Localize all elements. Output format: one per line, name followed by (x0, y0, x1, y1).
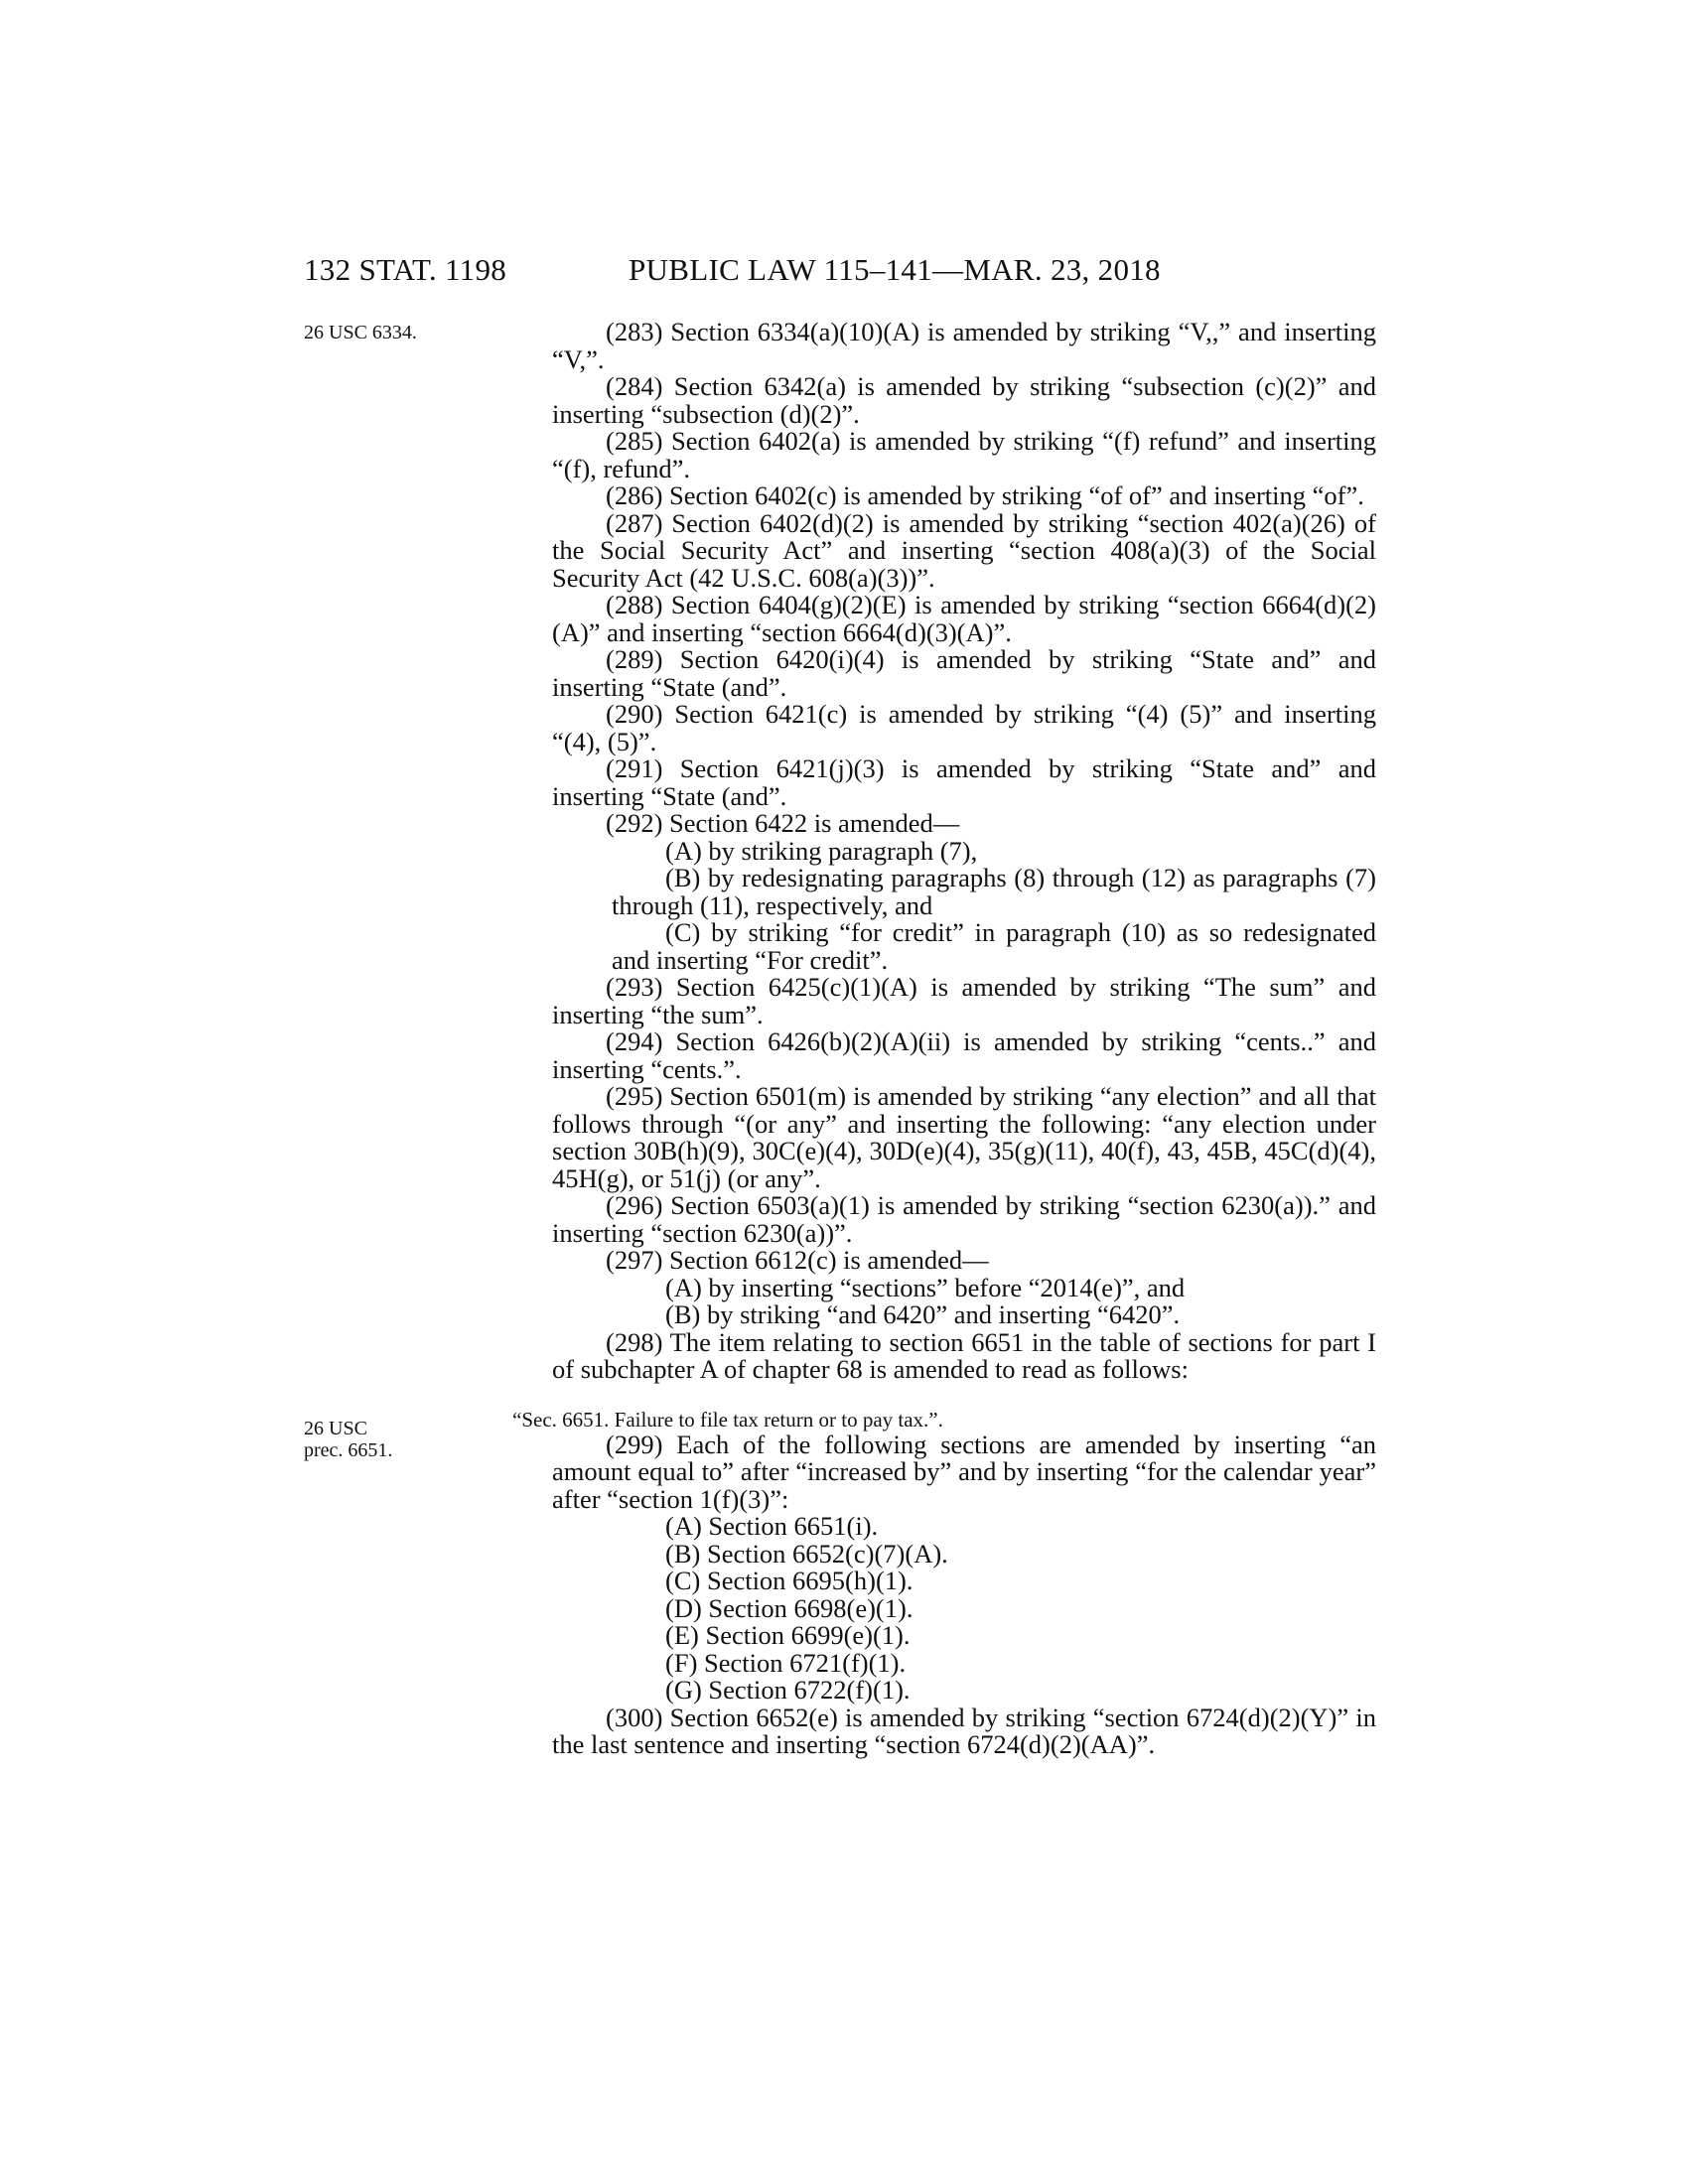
paragraph-285: (285) Section 6402(a) is amended by striking “(f) refund” and inserting “(f), refund”. (552, 426, 1376, 483)
paragraph-290: (290) Section 6421(c) is amended by striking “(4) (5)” and inserting “(4), (5)”. (552, 699, 1376, 756)
paragraph-294: (294) Section 6426(b)(2)(A)(ii) is amended by striking “cents..” and inserting “cents.”. (552, 1026, 1376, 1084)
list-item: (A) Section 6651(i). (665, 1511, 879, 1541)
list-item: (C) Section 6695(h)(1). (665, 1566, 914, 1595)
paragraph-297: (297) Section 6612(c) is amended— (606, 1245, 989, 1275)
stat-citation: 132 STAT. 1198 (304, 252, 507, 287)
subparagraph-297-b: (B) by striking “and 6420” and inserting “6420”. (665, 1299, 1181, 1329)
paragraph-293: (293) Section 6425(c)(1)(A) is amended by striking “The sum” and inserting “the sum”. (552, 972, 1376, 1029)
margin-note-usc-prec-6651 (304, 1418, 392, 1461)
paragraph-291: (291) Section 6421(j)(3) is amended by striking “State and” and inserting “State (and”. (552, 753, 1376, 811)
margin-note-line: prec. 6651. (304, 1439, 393, 1461)
paragraph-292: (292) Section 6422 is amended— (606, 808, 960, 838)
table-of-sections-entry: “Sec. 6651. Failure to file tax return or to pay tax.”. (512, 1407, 943, 1432)
paragraph-299: (299) Each of the following sections are amended by inserting “an amount equal to” after “increased by” and by inserting “for the calendar year” after “section 1(f)(3)”: (552, 1429, 1376, 1514)
paragraph-284: (284) Section 6342(a) is amended by striking “subsection (c)(2)” and inserting “subsection (d)(2)”. (552, 371, 1376, 429)
paragraph-299-list (552, 1513, 1376, 1705)
page-title: PUBLIC LAW 115–141—MAR. 23, 2018 (629, 252, 1161, 287)
paragraph-296: (296) Section 6503(a)(1) is amended by striking “section 6230(a)).” and inserting “section 6230(a))”. (552, 1190, 1376, 1248)
list-item: (D) Section 6698(e)(1). (665, 1592, 914, 1623)
paragraph-289: (289) Section 6420(i)(4) is amended by striking “State and” and inserting “State (and”. (552, 644, 1376, 702)
subparagraph-292-a: (A) by striking paragraph (7), (665, 835, 978, 866)
paragraph-300: (300) Section 6652(e) is amended by striking “section 6724(d)(2)(Y)” in the last sentence and inserting “section 6724(d)(2)(AA)”. (552, 1702, 1376, 1759)
margin-note-usc-6334: 26 USC 6334. (304, 322, 417, 343)
margin-note-line: 26 USC (304, 1418, 367, 1439)
list-item: (B) Section 6652(c)(7)(A). (665, 1538, 948, 1569)
list-item: (E) Section 6699(e)(1). (665, 1620, 911, 1650)
paragraph-286: (286) Section 6402(c) is amended by striking “of of” and inserting “of”. (606, 480, 1364, 510)
paragraph-287: (287) Section 6402(d)(2) is amended by striking “section 402(a)(26) of the Social Security Act” and inserting “section 408(a)(3) of the Social Security Act (42 U.S.C. 608(a)(3))”. (552, 507, 1376, 593)
list-item: (G) Section 6722(f)(1). (665, 1675, 911, 1705)
paragraph-283: (283) Section 6334(a)(10)(A) is amended by striking “V,,” and inserting “V,”. (552, 317, 1376, 374)
subparagraph-292-c: (C) by striking “for credit” in paragraph (10) as so redesignated and inserting “For credit”. (612, 917, 1376, 975)
paragraph-295: (295) Section 6501(m) is amended by striking “any election” and all that follows through “(or any” and inserting the following: “any election under section 30B(h)(9), 30C(e)(4), 30D(e)(4), 35(g)(11), 40(f), 43, 45B, 45C(d)(4), 45H(g), or 51(j) (or any”. (552, 1081, 1376, 1193)
document-body (512, 317, 1376, 1759)
list-item: (F) Section 6721(f)(1). (665, 1647, 907, 1678)
subparagraph-292-b: (B) by redesignating paragraphs (8) through (12) as paragraphs (7) through (11), respectively, and (612, 863, 1376, 920)
paragraph-288: (288) Section 6404(g)(2)(E) is amended by striking “section 6664(d)(2)(A)” and inserting “section 6664(d)(3)(A)”. (552, 590, 1376, 647)
paragraph-298: (298) The item relating to section 6651 in the table of sections for part I of subchapter A of chapter 68 is amended to read as follows: (552, 1326, 1376, 1384)
subparagraph-297-a: (A) by inserting “sections” before “2014(e)”, and (665, 1272, 1186, 1302)
